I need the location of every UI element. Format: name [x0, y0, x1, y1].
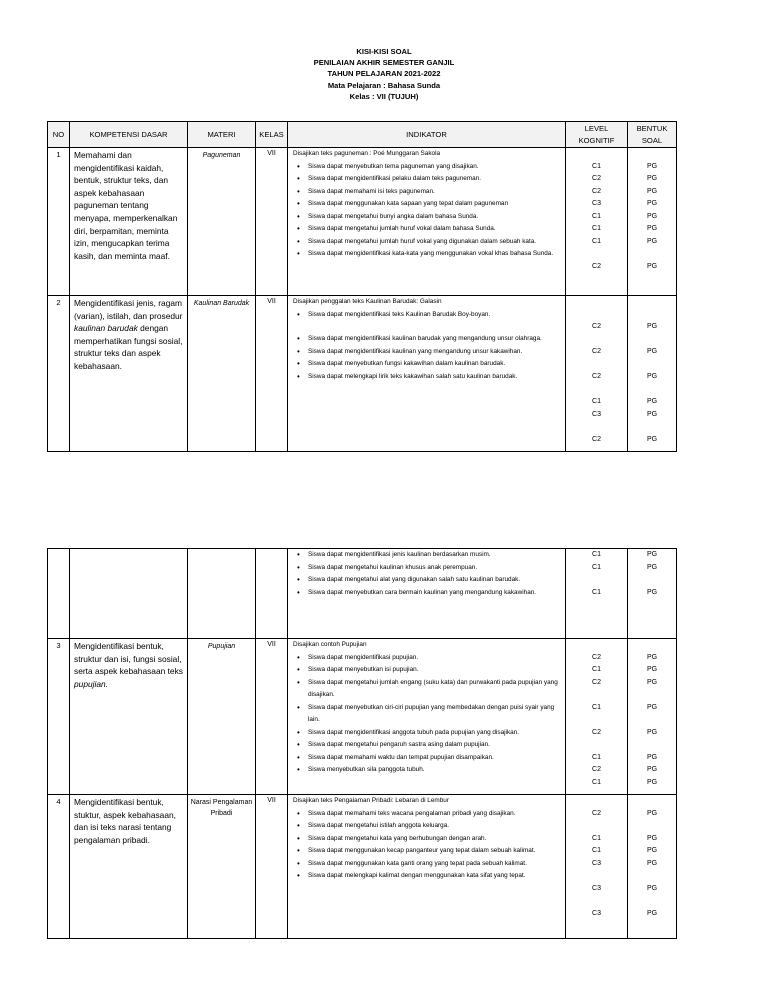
bentuk-value: PG [646, 909, 658, 917]
bentuk-value: PG [646, 323, 658, 330]
bentuk-value: PG [646, 410, 658, 418]
bentuk-value: PG [646, 778, 658, 786]
row-indikator [288, 795, 566, 939]
level-value: C2 [592, 348, 601, 355]
row-level [566, 795, 628, 939]
indikator-item: • Siswa dapat mengidentifikasi jenis kaulinan berdasarkan musim. [291, 549, 562, 562]
table-row [48, 148, 677, 296]
level-value: C2 [592, 766, 601, 773]
bentuk-value: PG [646, 237, 658, 245]
indikator-item: • Siswa dapat mengetahui bunyi angka dalam bahasa Sunda. [291, 211, 562, 224]
indikator-item: • Siswa dapat memahami waktu dan tempat pupujian disampaikan. [291, 752, 562, 765]
indikator-item: • Siswa dapat mengetahui jumlah huruf vokal dalam bahasa Sunda. [291, 223, 562, 236]
row-no: 4 [48, 795, 70, 939]
indikator-item: • Siswa dapat mengidentifikasi pelaku dalam teks paguneman. [291, 173, 562, 186]
row-level [566, 296, 628, 452]
bentuk-value: PG [646, 678, 658, 686]
col-no: NO [48, 122, 70, 148]
level-value: C1 [592, 162, 601, 170]
doc-class: Kelas : VII (TUJUH) [349, 91, 419, 101]
level-value: C2 [592, 175, 601, 182]
level-value: C1 [592, 778, 601, 786]
level-value: C1 [592, 225, 601, 232]
bentuk-value: PG [646, 551, 658, 558]
bentuk-value: PG [646, 398, 658, 405]
doc-subject: Mata Pelajaran : Bahasa Sunda [327, 80, 441, 90]
level-value: C2 [592, 435, 601, 443]
bentuk-value: PG [646, 373, 658, 380]
row-kelas: VII [256, 148, 288, 296]
table-row [48, 639, 677, 795]
row-bentuk [628, 148, 677, 296]
row-materi: Narasi Pengalaman Pribadi [188, 795, 256, 939]
row-kelas: VII [256, 639, 288, 795]
bentuk-value: PG [646, 187, 658, 195]
bentuk-value: PG [646, 262, 658, 270]
indikator-item: • Siswa dapat mengetahui alat yang digunakan salah satu kaulinan barudak. [291, 574, 562, 587]
bentuk-value: PG [646, 653, 658, 661]
row-materi: Paguneman [188, 148, 256, 296]
kisi-table-page2 [47, 548, 677, 939]
col-bentuk: BENTUK SOAL [628, 122, 677, 148]
bentuk-value: PG [646, 588, 658, 596]
col-kelas: KELAS [256, 122, 288, 148]
row-indikator [288, 296, 566, 452]
indikator-item: • Siswa dapat menggunakan kata sapaan yang tepat dalam paguneman [291, 198, 562, 211]
row-kelas: VII [256, 795, 288, 939]
row-kompetensi: Mengidentifikasi bentuk, struktur dan isi, fungsi sosial, serta aspek kebahasaan teks pupujian. [70, 639, 188, 795]
bentuk-value: PG [646, 753, 658, 761]
doc-subtitle: PENILAIAN AKHIR SEMESTER GANJIL [313, 58, 455, 68]
doc-title: KISI-KISI SOAL [356, 47, 412, 56]
indikator-item: • Siswa dapat memahami teks wacana pengalaman pribadi yang disajikan. [291, 808, 562, 821]
bentuk-value: PG [646, 834, 658, 842]
document-header [0, 46, 768, 102]
bentuk-value: PG [646, 200, 658, 207]
table-header-row [48, 122, 677, 148]
level-value: C2 [592, 373, 601, 380]
indikator-item: • Siswa dapat memahami isi teks paguneman. [291, 186, 562, 199]
indikator-item: • Siswa dapat mengidentifikasi pupujian. [291, 652, 562, 665]
doc-year: TAHUN PELAJARAN 2021-2022 [327, 69, 441, 79]
indikator-item: • Siswa dapat mengidentifikasi kaulinan yang mengandung unsur kakawihan. [291, 346, 562, 359]
bentuk-value: PG [646, 703, 658, 711]
level-value: C1 [592, 834, 601, 842]
table-row [48, 296, 677, 452]
level-value: C2 [592, 262, 601, 270]
indikator-item: • Siswa dapat mengidentifikasi kaulinan barudak yang mengandung unsur olahraga. [291, 333, 562, 346]
bentuk-value: PG [646, 859, 658, 867]
row-kelas: VII [256, 296, 288, 452]
indikator-item: • Siswa dapat menyebutkan isi pupujian. [291, 664, 562, 677]
row-kompetensi: Memahami dan mengidentifikasi kaidah, bentuk, struktur teks, dan aspek kebahasaan paguneman tentang menyapa, memperkenalkan diri, berpamitan, meminta izin, mengucapkan terima kasih, dan meminta maaf. [70, 148, 188, 296]
bentuk-value: PG [646, 162, 658, 170]
row-bentuk [628, 639, 677, 795]
col-level: LEVEL KOGNITIF [566, 122, 628, 148]
bentuk-value: PG [646, 666, 658, 673]
indikator-intro: Disajikan contoh Pupujian [293, 641, 367, 648]
row-bentuk [628, 296, 677, 452]
row-bentuk [628, 795, 677, 939]
level-value: C1 [592, 398, 601, 405]
table-row [48, 795, 677, 939]
indikator-item: • Siswa dapat menyebutkan cara bermain kaulinan yang mengandung kakawihan. [291, 587, 562, 600]
indikator-item: • Siswa dapat menyebutkan fungsi kakawihan dalam kaulinan barudak. [291, 358, 562, 371]
level-value: C2 [592, 323, 601, 330]
col-kompetensi: KOMPETENSI DASAR [70, 122, 188, 148]
indikator-item: • Siswa dapat mengetahui kaulinan khusus anak perempuan. [291, 562, 562, 575]
level-value: C3 [592, 884, 601, 892]
row-no: 2 [48, 296, 70, 452]
indikator-item: • Siswa dapat mengetahui kata yang berhubungan dengan arah. [291, 833, 562, 846]
indikator-item: • Siswa dapat melengkapi lirik teks kakawihan salah satu kaulinan barudak. [291, 371, 562, 384]
bentuk-value: PG [646, 766, 658, 773]
bentuk-value: PG [646, 348, 658, 355]
kisi-table-page1 [47, 121, 677, 452]
row-level [566, 549, 628, 639]
row-kompetensi: Mengidentifikasi jenis, ragam (varian), istilah, dan prosedur kaulinan barudak dengan memperhatikan fungsi sosial, struktur teks dan aspek kebahasaan. [70, 296, 188, 452]
indikator-item: • Siswa dapat menyebutkan ciri-ciri pupujian yang membedakan dengan puisi syair yang lain. [291, 702, 562, 727]
indikator-item: • Siswa dapat mengidentifikasi kata-kata yang menggunakan vokal khas bahasa Sunda. [291, 248, 562, 261]
level-value: C3 [592, 200, 601, 207]
level-value: C3 [592, 410, 601, 418]
bentuk-value: PG [646, 809, 658, 817]
indikator-intro: Disajikan teks paguneman : Poé Munggaran Sakola [293, 150, 441, 157]
indikator-item: • Siswa dapat mengetahui jumlah huruf vokal yang digunakan dalam sebuah kata. [291, 236, 562, 249]
level-value: C3 [592, 859, 601, 867]
bentuk-value: PG [646, 884, 658, 892]
level-value: C1 [592, 551, 601, 558]
bentuk-value: PG [646, 212, 658, 220]
indikator-intro: Disajikan teks Pengalaman Pribadi: Lebaran di Lembur [293, 797, 449, 804]
row-no: 3 [48, 639, 70, 795]
bentuk-value: PG [646, 225, 658, 232]
indikator-item: • Siswa dapat mengetahui pengaruh sastra asing dalam pupujian. [291, 739, 562, 752]
indikator-item: • Siswa dapat mengidentifikasi teks Kaulinan Barudak Boy-boyan. [291, 309, 562, 322]
indikator-item: • Siswa dapat melengkapi kalimat dengan menggunakan kata sifat yang tepat. [291, 870, 562, 883]
level-value: C2 [592, 653, 601, 661]
level-value: C1 [592, 753, 601, 761]
row-level [566, 148, 628, 296]
level-value: C1 [592, 212, 601, 220]
row-level [566, 639, 628, 795]
indikator-item: • Siswa dapat mengidentifikasi anggota tubuh pada pupujian yang disajikan. [291, 727, 562, 740]
indikator-item: • Siswa dapat mengetahui istilah anggota keluarga. [291, 820, 562, 833]
bentuk-value: PG [646, 728, 658, 736]
indikator-item: • Siswa dapat menggunakan kecap panganteur yang tepat dalam sebuah kalimat. [291, 845, 562, 858]
bentuk-value: PG [646, 847, 658, 854]
row-kompetensi: Mengidentifikasi bentuk, stuktur, aspek kebahasaan, dan isi teks narasi tentang pengalaman pribadi. [70, 795, 188, 939]
row-indikator [288, 549, 566, 639]
indikator-item: • Siswa dapat menyebutkan tema paguneman yang disajikan. [291, 161, 562, 174]
level-value: C1 [592, 703, 601, 711]
row-materi: Pupujian [188, 639, 256, 795]
level-value: C2 [592, 678, 601, 686]
indikator-item: • Siswa dapat menggunakan kata ganti orang yang tepat pada sebuah kalimat. [291, 858, 562, 871]
table-row [48, 549, 677, 639]
bentuk-value: PG [646, 435, 658, 443]
level-value: C2 [592, 187, 601, 195]
level-value: C1 [592, 666, 601, 673]
indikator-intro: Disajikan penggalan teks Kaulinan Barudak: Galasin [293, 298, 442, 305]
row-materi: Kaulinan Barudak [188, 296, 256, 452]
row-no: 1 [48, 148, 70, 296]
level-value: C2 [592, 728, 601, 736]
row-indikator [288, 148, 566, 296]
level-value: C1 [592, 563, 601, 571]
level-value: C2 [592, 809, 601, 817]
bentuk-value: PG [646, 563, 658, 571]
indikator-item: • Siswa dapat mengetahui jumlah engang (suku kata) dan purwakanti pada pupujian yang disajikan. [291, 677, 562, 702]
level-value: C1 [592, 237, 601, 245]
level-value: C3 [592, 909, 601, 917]
row-bentuk [628, 549, 677, 639]
indikator-item: • Siswa menyebutkan sila panggota tubuh. [291, 764, 562, 777]
bentuk-value: PG [646, 175, 658, 182]
level-value: C1 [592, 588, 601, 596]
row-indikator [288, 639, 566, 795]
col-materi: MATERI [188, 122, 256, 148]
level-value: C1 [592, 847, 601, 854]
col-indikator: INDIKATOR [288, 122, 566, 148]
